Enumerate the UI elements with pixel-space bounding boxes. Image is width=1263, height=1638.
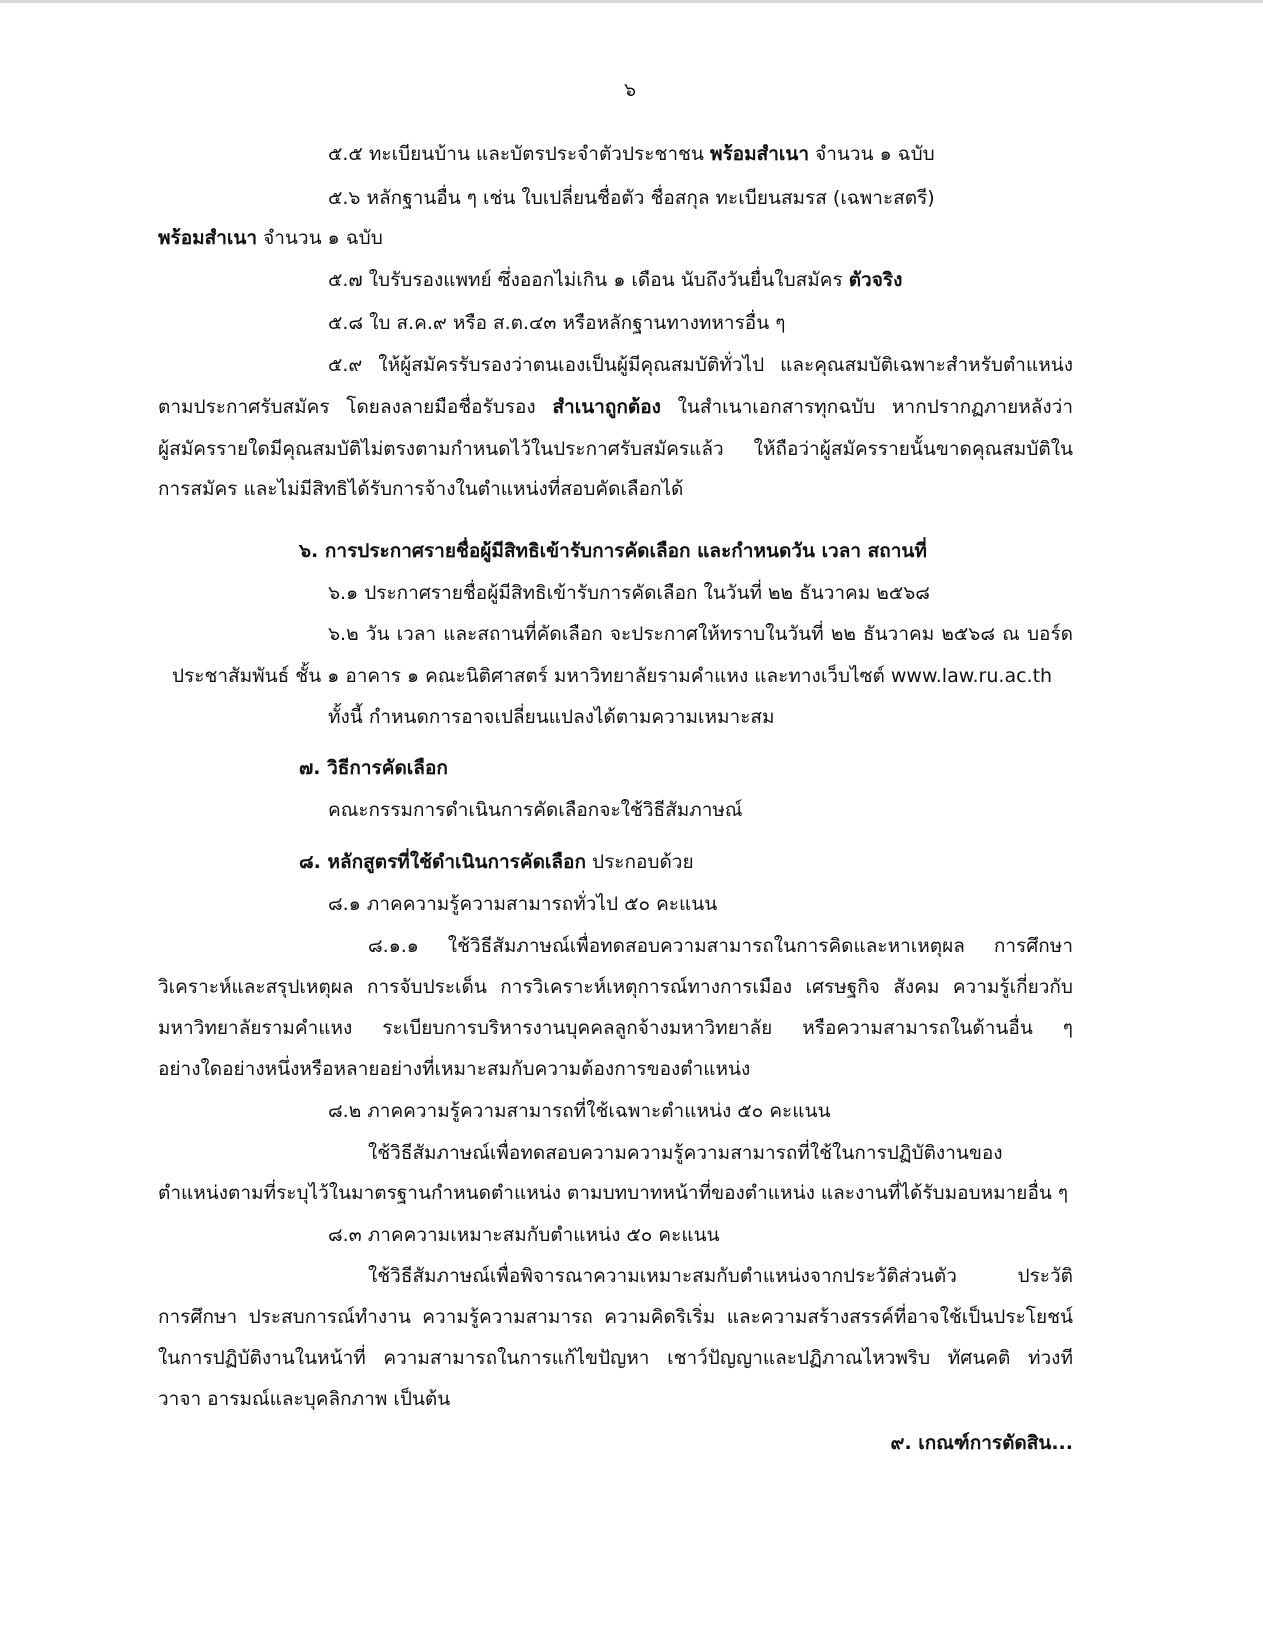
item-5-9-line4: การสมัคร และไม่มีสิทธิได้รับการจ้างในตำแหน่งที่สอบคัดเลือกได้ [158,478,684,500]
item-8-1-1-line4: อย่างใดอย่างหนึ่งหรือหลายอย่างที่เหมาะสมกับความต้องการของตำแหน่ง [158,1058,751,1080]
item-5-6-text-c: จำนวน ๑ ฉบับ [257,227,383,249]
continuation-marker: ๙. เกณฑ์การตัดสิน... [890,1432,1073,1454]
item-5-5-bold: พร้อมสำเนา [709,143,810,165]
item-8-1: ๘.๑ ภาคความรู้ความสามารถทั่วไป ๕๐ คะแนน [328,893,718,915]
item-8-3-line4: วาจา อารมณ์และบุคลิกภาพ เป็นต้น [158,1388,451,1410]
item-5-9-line1: ๕.๙ ให้ผู้สมัครรับรองว่าตนเองเป็นผู้มีคุณสมบัติทั่วไป และคุณสมบัติเฉพาะสำหรับตำแหน่ง [328,354,1073,376]
item-6-1: ๖.๑ ประกาศรายชื่อผู้มีสิทธิเข้ารับการคัดเลือก ในวันที่ ๒๒ ธันวาคม ๒๕๖๘ [328,582,930,604]
item-8-1-1-line2: วิเคราะห์และสรุปเหตุผล การจับประเด็น การวิเคราะห์เหตุการณ์ทางการเมือง เศรษฐกิจ สังคม ความรู้เกี่ยวกับ [158,976,1073,998]
item-5-7 [328,268,902,292]
section-8-heading-bold: ๘. หลักสูตรที่ใช้ดำเนินการคัดเลือก [299,851,586,873]
item-5-5-text-c: จำนวน ๑ ฉบับ [809,143,935,165]
item-5-8: ๕.๘ ใบ ส.ค.๙ หรือ ส.ต.๔๓ หรือหลักฐานทางทหารอื่น ๆ [328,312,786,334]
item-8-2-line2: ตำแหน่งตามที่ระบุไว้ในมาตรฐานกำหนดตำแหน่ง ตามบทบาทหน้าที่ของตำแหน่ง และงานที่ได้รับมอบหมายอื่น ๆ [158,1182,1069,1204]
item-5-9-line3: ผู้สมัครรายใดมีคุณสมบัติไม่ตรงตามกำหนดไว้ในประกาศรับสมัครแล้ว ให้ถือว่าผู้สมัครรายนั้นขาดคุณสมบัติใน [158,438,1073,460]
section-8-heading-text: ประกอบด้วย [585,851,694,873]
item-5-9-text-a: ตามประกาศรับสมัคร โดยลงลายมือชื่อรับรอง [158,396,553,418]
item-5-7-bold: ตัวจริง [848,269,903,291]
item-5-9-bold: สำเนาถูกต้อง [552,396,661,418]
scan-edge-shadow [0,0,1263,3]
item-5-6-line2 [158,226,383,250]
item-5-5 [328,142,935,166]
item-5-6-bold: พร้อมสำเนา [158,227,258,249]
page-number: ๖ [623,79,637,101]
item-5-9-line2 [158,395,1073,419]
section-7-body: คณะกรรมการดำเนินการคัดเลือกจะใช้วิธีสัมภาษณ์ [328,799,743,821]
item-8-3-line2: การศึกษา ประสบการณ์ทำงาน ความรู้ความสามารถ ความคิดริเริ่ม และความสร้างสรรค์ที่อาจใช้เป็นประโยชน์ [158,1306,1073,1328]
section-7-heading: ๗. วิธีการคัดเลือก [299,757,448,779]
item-8-2-line1: ใช้วิธีสัมภาษณ์เพื่อทดสอบความความรู้ความสามารถที่ใช้ในการปฏิบัติงานของ [368,1142,1003,1164]
section-8-heading [299,850,694,874]
item-6-2-line2: ประชาสัมพันธ์ ชั้น ๑ อาคาร ๑ คณะนิติศาสตร์ มหาวิทยาลัยรามคำแหง และทางเว็บไซต์ www.law.ru.ac.th [172,665,1053,687]
item-5-7-text-a: ๕.๗ ใบรับรองแพทย์ ซึ่งออกไม่เกิน ๑ เดือน นับถึงวันยื่นใบสมัคร [328,269,849,291]
item-8-2: ๘.๒ ภาคความรู้ความสามารถที่ใช้เฉพาะตำแหน่ง ๕๐ คะแนน [328,1100,831,1122]
item-8-1-1-line3: มหาวิทยาลัยรามคำแหง ระเบียบการบริหารงานบุคคลลูกจ้างมหาวิทยาลัย หรือความสามารถในด้านอื่น ๆ [158,1017,1073,1039]
item-6-2-line1: ๖.๒ วัน เวลา และสถานที่คัดเลือก จะประกาศให้ทราบในวันที่ ๒๒ ธันวาคม ๒๕๖๘ ณ บอร์ด [328,623,1073,645]
section-6-heading: ๖. การประกาศรายชื่อผู้มีสิทธิเข้ารับการคัดเลือก และกำหนดวัน เวลา สถานที่ [299,540,927,562]
item-8-3-line3: ในการปฏิบัติงานในหน้าที่ ความสามารถในการแก้ไขปัญหา เชาว์ปัญญาและปฏิภาณไหวพริบ ทัศนคติ ท่วงที [158,1347,1073,1369]
item-5-5-text-a: ๕.๕ ทะเบียนบ้าน และบัตรประจำตัวประชาชน [328,143,710,165]
item-8-1-1-line1: ๘.๑.๑ ใช้วิธีสัมภาษณ์เพื่อทดสอบความสามารถในการคิดและหาเหตุผล การศึกษา [368,935,1073,957]
item-8-3-line1: ใช้วิธีสัมภาษณ์เพื่อพิจารณาความเหมาะสมกับตำแหน่งจากประวัติส่วนตัว ประวัติ [368,1265,1073,1287]
item-8-3: ๘.๓ ภาคความเหมาะสมกับตำแหน่ง ๕๐ คะแนน [328,1224,720,1246]
item-6-2-line3: ทั้งนี้ กำหนดการอาจเปลี่ยนแปลงได้ตามความเหมาะสม [328,706,775,728]
item-5-6-line1: ๕.๖ หลักฐานอื่น ๆ เช่น ใบเปลี่ยนชื่อตัว ชื่อสกุล ทะเบียนสมรส (เฉพาะสตรี) [328,187,935,209]
item-5-9-text-c: ในสำเนาเอกสารทุกฉบับ หากปรากฏภายหลังว่า [660,396,1073,418]
